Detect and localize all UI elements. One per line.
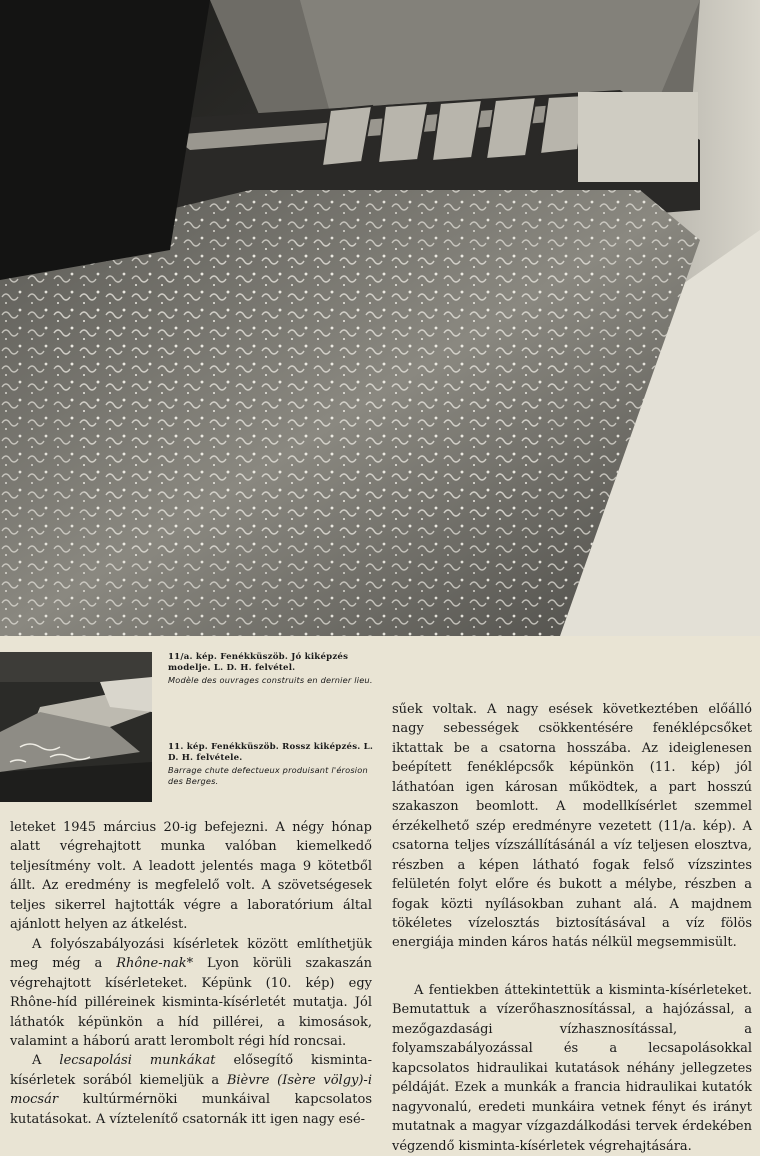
caption-fig11a — [168, 652, 378, 686]
left-paragraph-3 — [10, 1051, 372, 1129]
caption-fig11a-hungarian: 11/a. kép. Fenékküszöb. Jó kiképzés modelje. L. D. H. felvétel. — [168, 652, 349, 674]
caption-fig11a-french: Modèle des ouvrages construits en dernier lieu. — [168, 674, 373, 685]
inset-photo-illustration — [0, 652, 152, 802]
left-paragraph-3-mid: elősegítő kisminta-kísérletek sorából kiemeljük a — [10, 1053, 372, 1088]
left-paragraph-2-rest: Lyon körüli szakaszán végrehajtott kísérleteket. Képünk (10. kép) egy Rhône-híd pilléreinek kisminta-kísérletét mutatja. Jól láthatók képünkön a híd pillérei, a kimosások, valamint a háború aratt lerombolt régi híd roncsai. — [10, 956, 372, 1049]
right-paragraph-2: A fentiekben áttekintettük a kisminta-kísérleteket. Bemutattuk a vízerőhasznosítással, a hajózással, a mezőgazdasági vízhasznosítással, a folyamszabályozással és a lecsapolásokkal kapcsolatos hidraulikai kutatások néhány jellegzetes példáját. Ezek a munkák a francia hidraulikai kutatók nagyvonalú, eredeti munkáira vetnek fényt és irányt mutatnak a magyar vízgazdálkodási tervek érdekében végzendő kisminta-kísérletek végrehajtására. — [392, 982, 752, 1154]
inset-photo-bad-weir — [0, 652, 152, 802]
right-paragraph-1: sűek voltak. A nagy esések következtében előálló nagy sebességek csökkentésére fenéklépcsőket iktattak be a csatorna hosszába. Az ideiglenesen beépített fenéklépcsők képünkön (11. kép) jól láthatóan igen károsan működtek, a part hosszú szakaszon beomlott. A modellkísérlet szemmel érzékelhető szép eredményre vezetett (11/a. kép). A csatorna teljes vízszállításánál a víz teljesen elosztva, részben a képen látható fogak felső vízszintes felületén folyt előre és bukott a mélybe, részben a fogak közti nyílásokban zuhant alá. A majdnem tökéletes vízelosztás biztosításával a víz fölös energiája minden káros hatás nélkül megsemmisült. — [392, 702, 752, 951]
left-paragraph-2-start: A folyószabályozási kísérletek között említhetjük meg még a — [10, 936, 372, 972]
bievre-italic: Bièvre (Isère völgy)-i mocsár — [10, 1072, 372, 1108]
paragraph-gap — [392, 953, 752, 981]
right-text-column — [392, 700, 752, 1156]
left-paragraph-3-rest: kultúrmérnöki munkáival kapcsolatos kutatásokat. A víztelenítő csatornák itt igen nagy esé- — [10, 1092, 372, 1127]
left-paragraph-2 — [10, 935, 372, 1052]
left-paragraph-3-start: A — [32, 1053, 60, 1069]
caption-fig11-french: Barrage chute defectueux produisant l'érosion des Berges. — [168, 764, 368, 787]
left-paragraph-1: leteket 1945 március 20-ig befejezni. A négy hónap alatt végrehajtott munka valóban kiemelkedő teljesítmény volt. A leadott jelentés maga 9 kötetből állt. Az eredmény is megfelelő volt. A szövetségesek teljes sikerrel hajtották végre a laboratórium által ajánlott helyen az átkelést. — [10, 820, 372, 933]
left-text-column — [10, 818, 372, 1129]
caption-fig11-hungarian: 11. kép. Fenékküszöb. Rossz kiképzés. L. D. H. felvétele. — [168, 742, 374, 764]
lecsapolasi-italic: lecsapolási munkákat — [59, 1053, 216, 1069]
caption-fig11 — [168, 742, 378, 788]
rhone-italic: Rhône-nak* — [116, 956, 194, 972]
